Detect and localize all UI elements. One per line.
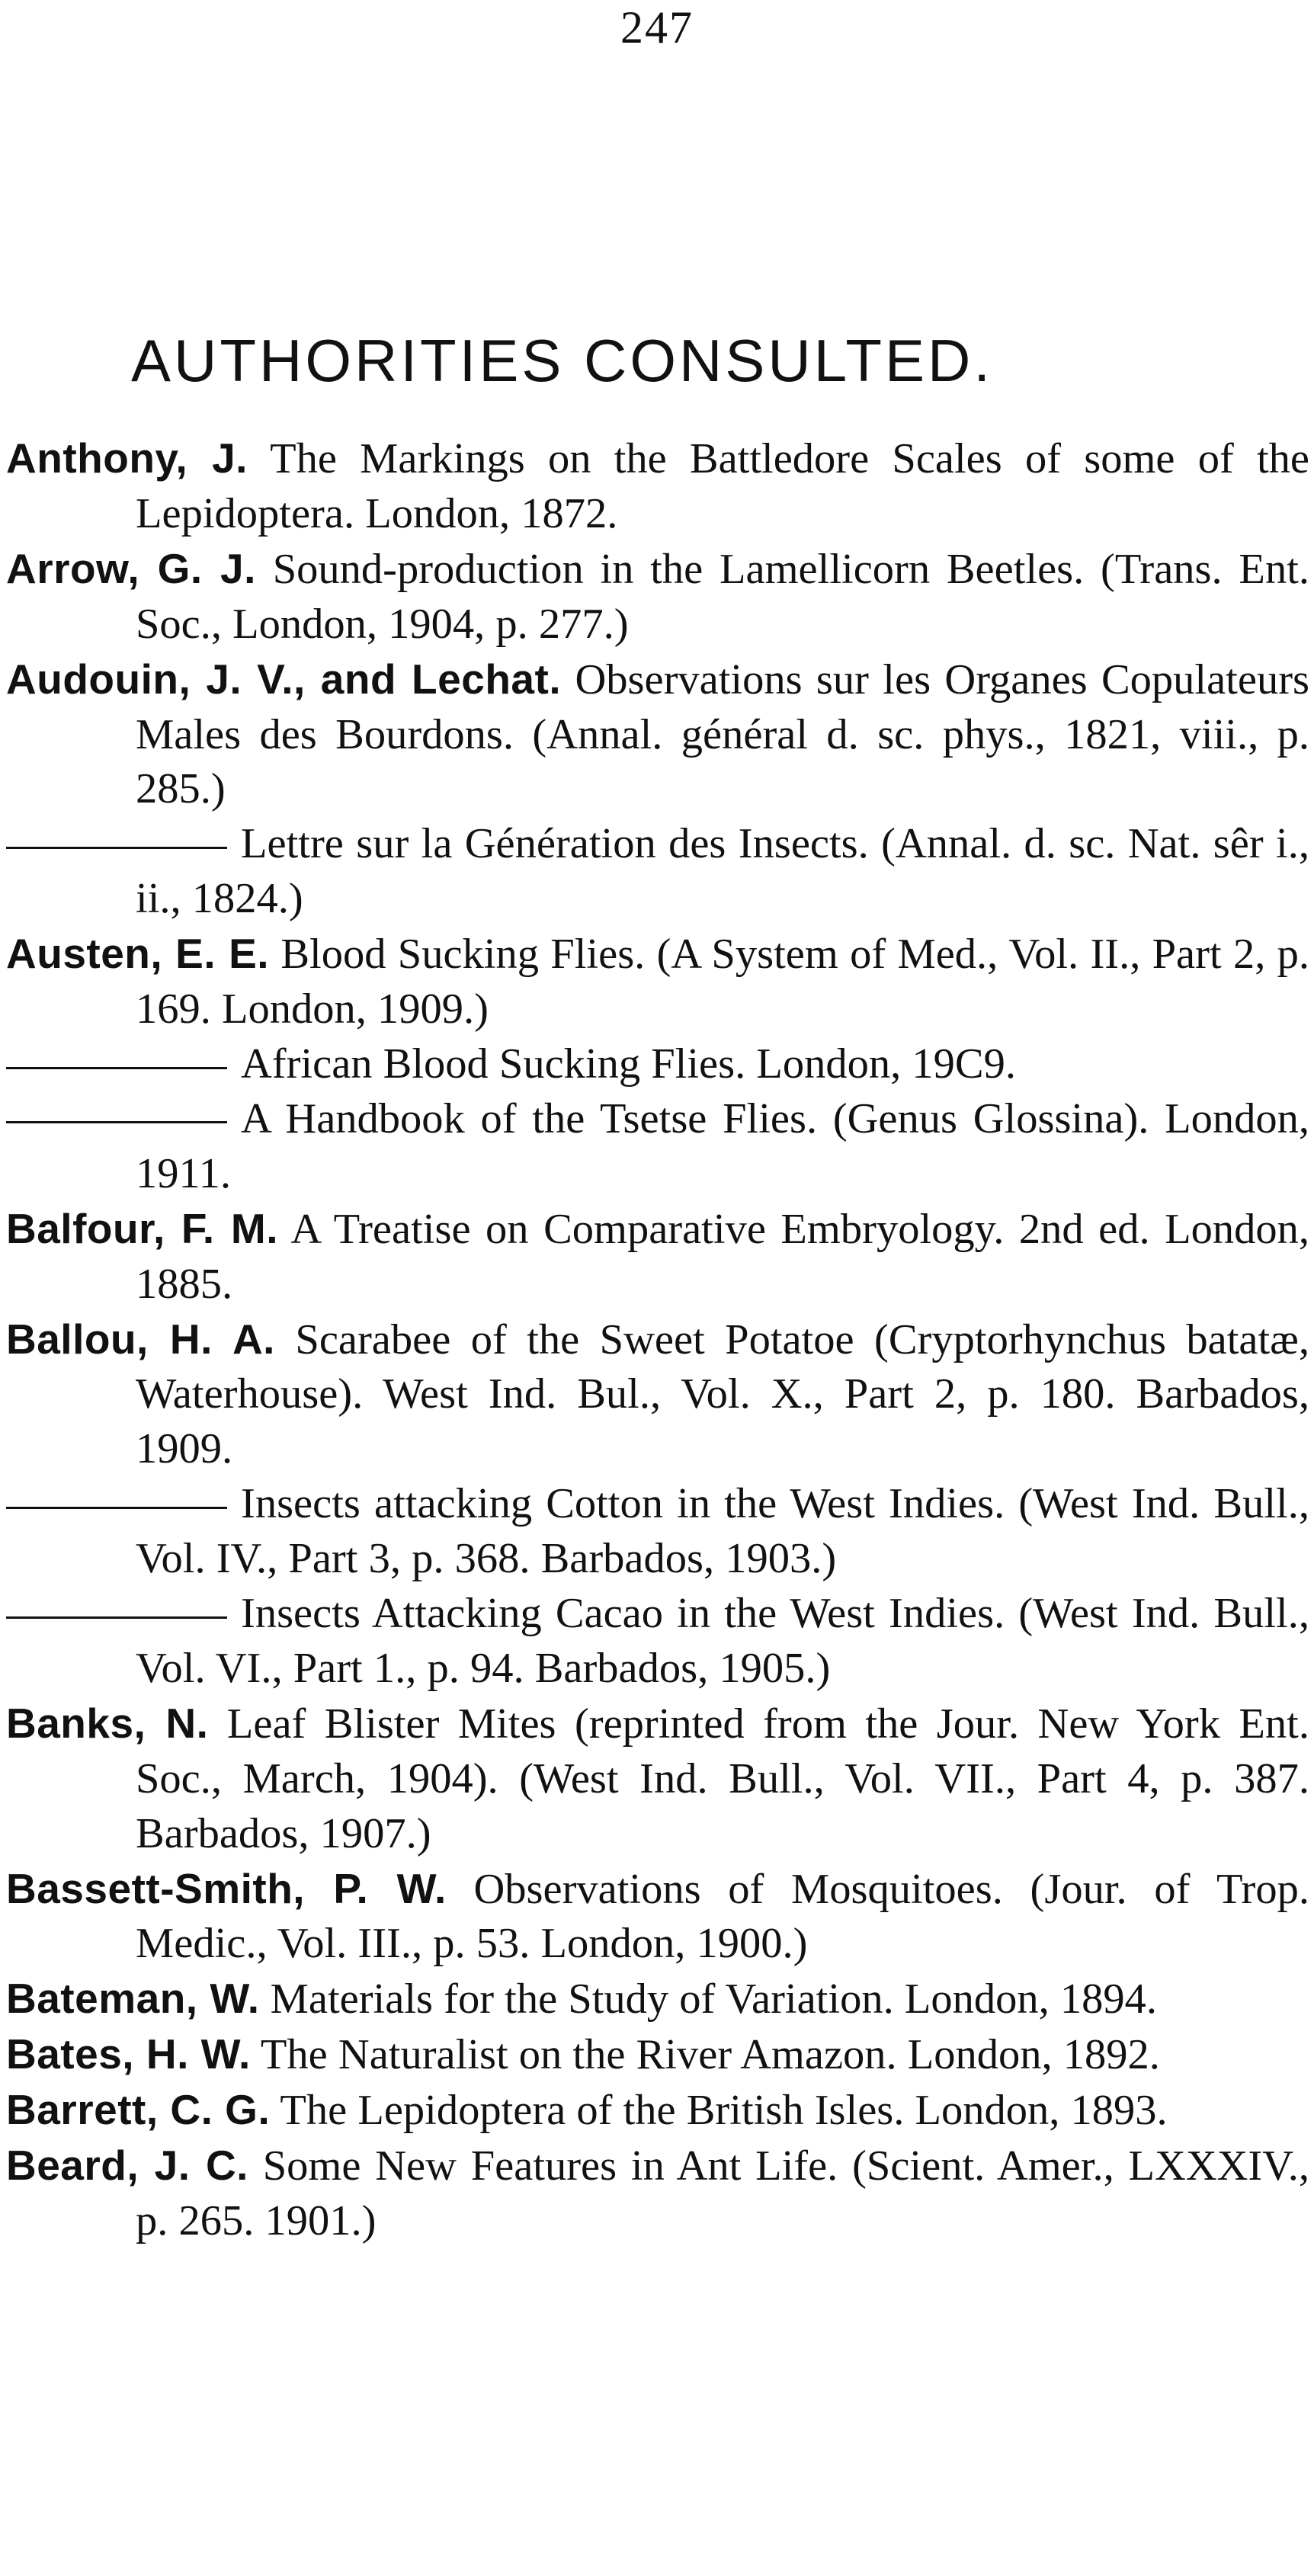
entry-text: Insects Attacking Cacao in the West Indies. (West Ind. Bull., Vol. VI., Part 1., p. 94. Barbados, 1905.): [136, 1590, 1309, 1692]
bibliography-entry: [6, 1037, 1309, 1092]
bibliography-entry: [6, 652, 1309, 818]
entry-text: Blood Sucking Flies. (A System of Med., Vol. II., Part 2, p. 169. London, 1909.): [136, 931, 1309, 1033]
entry-author: Bateman, W.: [6, 1975, 260, 2023]
ditto-rule: [6, 847, 227, 849]
entry-text: A Handbook of the Tsetse Flies. (Genus Glossina). London, 1911.: [136, 1094, 1309, 1197]
bibliography-entry: [6, 1587, 1309, 1697]
bibliography-entry: [6, 927, 1309, 1037]
bibliography-entry: [6, 1477, 1309, 1587]
ditto-rule: [6, 1616, 227, 1619]
entry-text: Leaf Blister Mites (reprinted from the Jour. New York Ent. Soc., March, 1904). (West Ind. Bull., Vol. VII., Part 4, p. 387. Barbados, 1907.): [136, 1700, 1309, 1857]
entry-author: Anthony, J.: [6, 434, 248, 482]
bibliography-entry: [6, 431, 1309, 542]
bibliography-entry: [6, 1092, 1309, 1202]
ditto-rule: [6, 1507, 227, 1509]
entry-text: Lettre sur la Génération des Insects. (Annal. d. sc. Nat. sêr i., ii., 1824.): [136, 820, 1309, 923]
bibliography-entry: [6, 2083, 1309, 2139]
bibliography-entry: [6, 2139, 1309, 2249]
entry-text: Materials for the Study of Variation. London, 1894.: [270, 1975, 1157, 2023]
entry-text: Sound-production in the Lamellicorn Beetles. (Trans. Ent. Soc., London, 1904, p. 277.): [136, 545, 1310, 648]
entry-text: Some New Features in Ant Life. (Scient. Amer., LXXXIV., p. 265. 1901.): [136, 2142, 1310, 2244]
entry-text: Insects attacking Cotton in the West Indies. (West Ind. Bull., Vol. IV., Part 3, p. 368. Barbados, 1903.): [136, 1480, 1309, 1583]
ditto-rule: [6, 1121, 227, 1123]
bibliography-list: [6, 431, 1309, 2249]
entry-author: Ballou, H. A.: [6, 1315, 275, 1363]
bibliography-entry: [6, 1972, 1309, 2027]
entry-text: The Lepidoptera of the British Isles. London, 1893.: [280, 2087, 1168, 2135]
ditto-rule: [6, 1067, 227, 1069]
entry-author: Bates, H. W.: [6, 2030, 251, 2078]
bibliography-entry: [6, 1697, 1309, 1862]
entry-author: Barrett, C. G.: [6, 2086, 271, 2134]
entry-author: Balfour, F. M.: [6, 1204, 278, 1252]
entry-text: Observations of Mosquitoes. (Jour. of Trop. Medic., Vol. III., p. 53. London, 1900.): [136, 1865, 1310, 1968]
entry-text: The Naturalist on the River Amazon. London, 1892.: [260, 2031, 1160, 2079]
entry-text: African Blood Sucking Flies. London, 19C9.: [241, 1040, 1016, 1088]
bibliography-entry: [6, 1862, 1309, 1972]
bibliography-entry: [6, 2027, 1309, 2083]
bibliography-entry: [6, 542, 1309, 652]
entry-text: Scarabee of the Sweet Potatoe (Cryptorhynchus batatæ, Waterhouse). West Ind. Bul., Vol. X., Part 2, p. 180. Barbados, 1909.: [136, 1315, 1309, 1473]
entry-author: Beard, J. C.: [6, 2142, 248, 2190]
entry-author: Audouin, J. V., and Lechat.: [6, 655, 562, 703]
section-heading: AUTHORITIES CONSULTED.: [131, 327, 993, 394]
entry-text: The Markings on the Battledore Scales of some of the Lepidoptera. London, 1872.: [136, 435, 1309, 537]
bibliography-entry: [6, 817, 1309, 927]
bibliography-entry: [6, 1202, 1309, 1312]
entry-text: A Treatise on Comparative Embryology. 2nd ed. London, 1885.: [136, 1205, 1309, 1308]
entry-author: Banks, N.: [6, 1699, 209, 1747]
entry-author: Austen, E. E.: [6, 930, 270, 978]
entry-author: Bassett-Smith, P. W.: [6, 1864, 447, 1912]
entry-text: Observations sur les Organes Copulateurs Males des Bourdons. (Annal. général d. sc. phys., 1821, viii., p. 285.): [136, 655, 1310, 813]
page-number: 247: [620, 2, 694, 53]
entry-author: Arrow, G. J.: [6, 544, 256, 592]
bibliography-entry: [6, 1312, 1309, 1478]
